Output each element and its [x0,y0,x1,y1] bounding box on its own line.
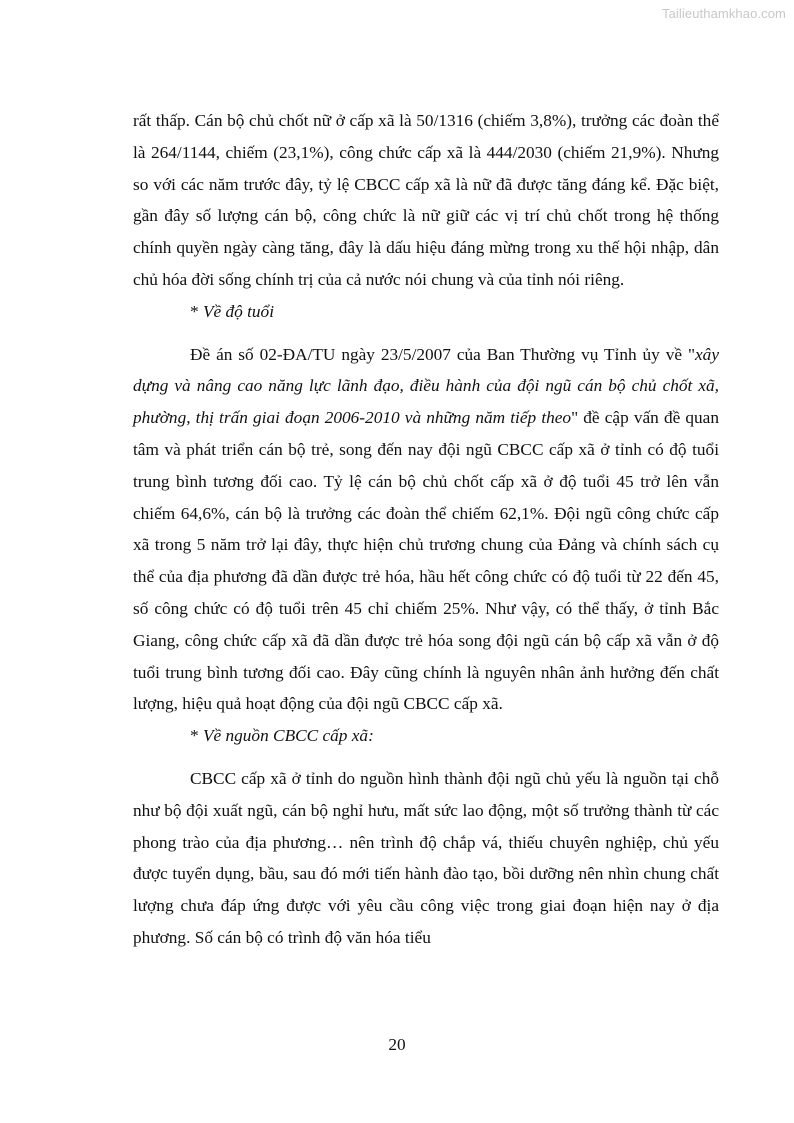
bullet-star: * [190,301,203,321]
section-heading-age [133,296,719,328]
paragraph-source: CBCC cấp xã ở tỉnh do nguồn hình thành đội ngũ chủ yếu là nguồn tại chỗ như bộ đội xuất ngũ, cán bộ nghỉ hưu, mất sức lao động, một số trưởng thành từ các phong trào của địa phương… nên trình độ chắp vá, thiếu chuyên nghiệp, chủ yếu được tuyển dụng, bầu, sau đó mới tiến hành đào tạo, bồi dưỡng nên nhìn chung chất lượng chưa đáp ứng được với yêu cầu công việc trong giai đoạn hiện nay ở địa phương. Số cán bộ có trình độ văn hóa tiểu [133,768,719,947]
watermark: Tailieuthamkhao.com [661,6,786,21]
page-number: 20 [388,1035,406,1054]
section-heading-source [133,720,719,752]
paragraph-age [133,339,719,721]
bullet-star: * [190,726,203,746]
project-title-italic: xây dựng và nâng cao năng lực lãnh đạo, điều hành của đội ngũ cán bộ chủ chốt xã, phường, thị trấn giai đoạn 2006-2010 và những năm tiếp theo [133,344,719,428]
heading-age-text: Về độ tuổi [202,301,275,321]
paragraph-age-lead: Đề án số 02-ĐA/TU ngày 23/5/2007 của Ban Thường vụ Tỉnh ủy về " [190,344,696,364]
paragraph-age-rest: " đề cập vấn đề quan tâm và phát triển cán bộ trẻ, song đến nay đội ngũ CBCC cấp xã ở tỉnh có độ tuổi trung bình tương đối cao. Tỷ lệ cán bộ chủ chốt cấp xã ở độ tuổi 45 trở lên vẫn chiếm 64,6%, cán bộ là trưởng các đoàn thể chiếm 62,1%. Đội ngũ công chức cấp xã trong 5 năm trở lại đây, thực hiện chủ trương chung của Đảng và chính sách cụ thể của địa phương đã dần được trẻ hóa, hầu hết công chức có độ tuổi từ 22 đến 45, số công chức có độ tuổi trên 45 chỉ chiếm 25%. Như vậy, có thể thấy, ở tỉnh Bắc Giang, công chức cấp xã đã dần được trẻ hóa song đội ngũ cán bộ cấp xã vẫn ở độ tuổi trung bình tương đối cao. Đây cũng chính là nguyên nhân ảnh hưởng đến chất lượng, hiệu quả hoạt động của đội ngũ CBCC cấp xã. [133,408,719,714]
paragraph-women-ratio: rất thấp. Cán bộ chủ chốt nữ ở cấp xã là 50/1316 (chiếm 3,8%), trưởng các đoàn thể là 264/1144, chiếm (23,1%), công chức cấp xã là 444/2030 (chiếm 21,9%). Nhưng so với các năm trước đây, tỷ lệ CBCC cấp xã là nữ đã được tăng đáng kể. Đặc biệt, gần đây số lượng cán bộ, công chức là nữ giữ các vị trí chủ chốt trong hệ thống chính quyền ngày càng tăng, đây là dấu hiệu đáng mừng trong xu thế hội nhập, dân chủ hóa đời sống chính trị của cả nước nói chung và của tỉnh nói riêng. [133,111,719,289]
heading-source-text: Về nguồn CBCC cấp xã: [202,726,374,746]
document-body [133,105,719,954]
